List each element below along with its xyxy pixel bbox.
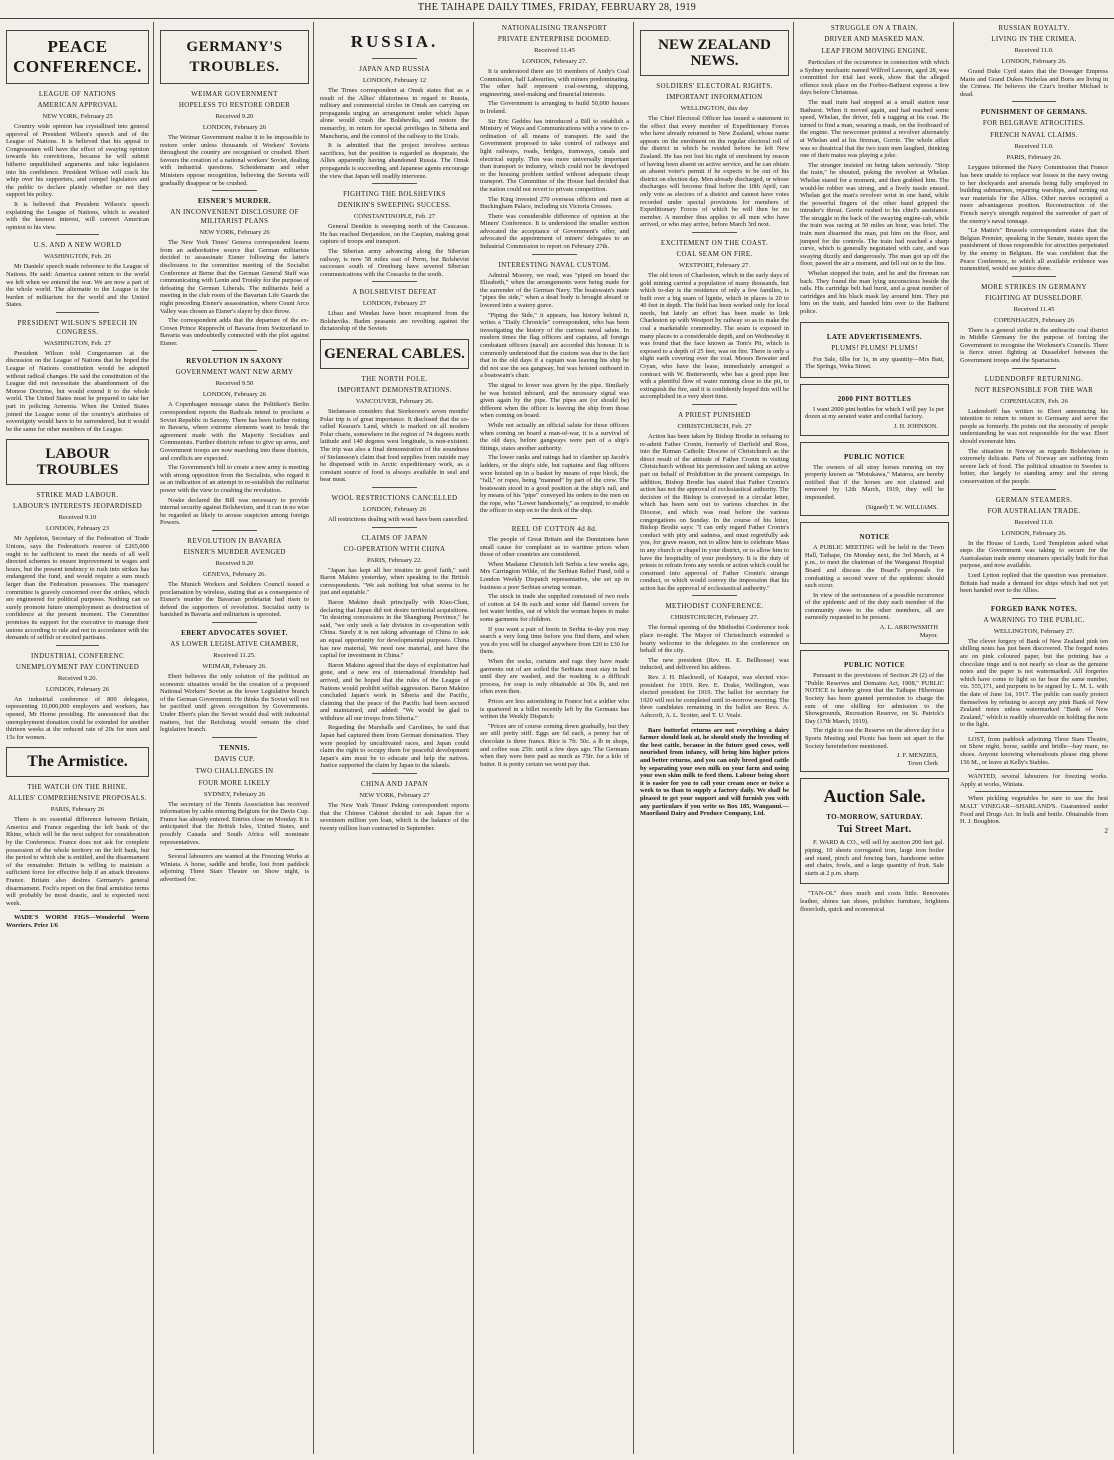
dateline: LONDON, February 23	[45, 525, 110, 533]
paragraph: It is understood there are 16 members of Andy's Coal Commission, half Labourites, with miners predominating. The other half represent coal-owning, shipping, engineering, steel-making and financial interests.	[480, 68, 629, 98]
dateline: CHRISTCHURCH, Feb. 27	[677, 423, 752, 430]
dateline: NEW YORK, February 26	[199, 229, 270, 237]
paragraph: Whelan stopped the train, and he and the fireman ran back. They found the man lying unconscious beside the rails. His cartridge belt had burst, and a great number of cartridges and his black mask lay around him. They put him on the train, and handed him over to the Bathurst police.	[800, 270, 949, 315]
subhead: A WARNING TO THE PUBLIC.	[983, 615, 1085, 624]
subhead: A BOLSHEVIST DEFEAT	[352, 288, 437, 297]
dateline: GENEVA, February 26.	[202, 570, 267, 578]
subhead: Tui Street Mart.	[837, 824, 912, 836]
column-7	[956, 22, 1112, 1454]
paragraph: I want 2000 pint bottles for which I will pay 1s per dozen at my aerated water and cordial factory.	[805, 405, 944, 421]
subhead: EISNER'S MURDER AVENGED	[183, 547, 286, 556]
paragraph: Grand Duke Cyril states that the Dowager Empress Marie and Grand Dukes Nicholas and Boris are living in the Crimea. He believes the Czar's brother Michael is dead.	[960, 68, 1108, 98]
paragraph: Admiral Moorey, we read, was "piped on board the Elizabeth," when the arrangements were being made for the surrender of the German Navy. The boatswain's mate "pipes the side," when a dead body is brought aboard or lowered into a watery grave.	[480, 271, 629, 310]
paragraph: Baron Makino agreed that the days of exploitation had gone, and a new era of international friendship had arrived, and he hoped that the rules of the League of Nations would prohibit selfish aggression. Baron Makino concluded Japan's work in Siberia and the Pacific, claiming that the peace of the Pacific had been secured and maintained, and added: "We would be glad to withdraw all our troops from Siberia."	[320, 661, 469, 722]
paragraph: There was considerable difference of opinion at the Miners' Conference. It is understood the smaller section advocated the acceptance of Government's offer, and advocated the appointment of miners' delegates to an Industrial Commission to report on February 27th.	[480, 212, 629, 251]
headline-russia: RUSSIA.	[350, 32, 439, 51]
dateline: NEW YORK, February 25	[42, 113, 113, 120]
advertisement: Several labourers are wanted at the Freezing Works at Winiata. A horse, saddle and bridle, lost from paddock adjoining Three Stars Theatre on Show night, is advertised for.	[160, 853, 309, 884]
paragraph: F. WARD & CO., will sell by auction 200 feet gal. piping, 10 sheets corrugated iron, large iron boiler and stand, pinch and fencing bars, handsome settee and chairs, fowls, and a large quantity of fruit. Sale starts at 2 p.m. sharp.	[805, 839, 944, 877]
column-4	[476, 22, 634, 1454]
dateline: WELLINGTON, this day	[680, 105, 749, 112]
dateline: LONDON, February 26	[202, 391, 267, 399]
subhead: THE WATCH ON THE RHINE.	[27, 783, 128, 792]
paragraph: Noske declared the Bill was necessary to provide internal security against Bolshevism, and it can in no wise be regarded as likely to arouse suspicion among foreign Powers.	[160, 496, 309, 527]
dateline: WASHINGTON, Feb. 26	[44, 253, 111, 261]
paragraph: The correspondent adds that the departure of the ex-Crown Prince Rupprecht of Bavaria from Switzerland to Bavaria was undoubtedly connected with the plot against Eisner.	[160, 317, 309, 347]
subhead: 2000 PINT BOTTLES	[837, 394, 912, 403]
subhead: PUNISHMENT OF GERMANS.	[980, 108, 1088, 117]
paragraph: "Piping the Side," it appears, has history behind it, writes a "Daily Chronicle" correspondent, who has been investigating the history of the curious naval salute. In modern times the flag officers and captains, all foreign combatant officers (naval) are accorded this honour. It is commonly understood that the custom was due to the fact that in the old days if a captain was leaving his ship he did not use the sea gangway, but was hoisted outboard in a boatswain's chair.	[480, 311, 629, 380]
advertisement: WADE'S WORM FIGS—Wonderful Worm Worriers. Price 1/6	[6, 914, 149, 929]
subhead: HOPELESS TO RESTORE ORDER	[178, 101, 291, 109]
dateline: NEW YORK, February 27	[359, 792, 430, 800]
paragraph: The owners of all stray horses running on my property known as "Motukawa," Mataroa, are hereby notified that if the horses are not claimed and removed by 12th March, 1919, they will be impounded.	[805, 463, 944, 501]
subhead: AN INCONVENIENT DISCLOSURE OF MILITARIST PLANS	[170, 208, 299, 226]
subhead: LUDENDORFF RETURNING.	[984, 374, 1084, 383]
paragraph: The new president (Rev. H. E. Bellhouse) was inducted, and delivered his address.	[640, 656, 789, 672]
subhead: FOR BELGRAVE ATROCITIES.	[982, 119, 1086, 128]
dateline: CONSTANTINOPLE, Feb. 27	[353, 213, 436, 221]
dateline: VANCOUVER, February 26.	[355, 398, 434, 406]
paragraph: The stranger insisted on being taken seriously. "Stop the train," he shouted, poking the revolver at Whelan. Whelan stared for a moment, and then grabbed him. The would-be robber was strong, and a lively tussle ensued. Whelan got the man's revolver wrist in one hand, while the powerful fingers of the other hand gripped the intruder's throat. Gorrie rushed to his chief's assistance. The struggle in the back of the swaying engine-cab, while the train was racing at 50 miles an hour, was brief. The train men disarmed the man, put him on the floor, and jumped for the controls. The train had reached a sharp curve, which is generally negotiated with care, and was swaying dizzily and dangerously. The man got up off the floor, pawed the air a moment, and fell out on to the line.	[800, 161, 949, 268]
subhead: FORGED BANK NOTES.	[990, 604, 1078, 613]
paragraph: Mr Appleton, Secretary of the Federation of Trade Unions, says the Federation's reserve of £265,000 ought to be sufficient to meet the needs of all well directed schemes to ensure improvement in wages and hours, but the present tendency to rush into strikes has endangered the fund, and would require a sum much larger than the Federation possesses. The managers' committee is gravely concerned over the strikes, which are engineered for political purposes. Nothing can so surely promote future unemployment as destruction of confidence at the present moment. The Committee promises its support for the executive to manage their unions according to rule and not in accordance with the demands of selfish or excited partisans.	[6, 535, 149, 642]
subhead: PRESIDENT WILSON'S SPEECH IN CONGRESS.	[17, 318, 138, 336]
dateline: WESTPORT, February 27.	[679, 261, 750, 269]
subhead: REVOLUTION IN BAVARIA	[187, 536, 282, 545]
ad-public-notice-horses	[800, 442, 949, 517]
subhead: EISNER'S MURDER.	[197, 197, 272, 206]
column-3	[316, 22, 474, 1454]
masthead: THE TAIHAPE DAILY TIMES, FRIDAY, FEBRUARY 28, 1919	[0, 0, 1114, 19]
subhead: EXCITEMENT ON THE COAST.	[660, 238, 769, 247]
subhead: CHINA AND JAPAN	[360, 780, 429, 789]
subhead: FOUR MORE LIKELY	[198, 778, 271, 787]
subhead: PRIVATE ENTERPRISE DOOMED.	[497, 35, 612, 43]
subhead: PUBLIC NOTICE	[843, 661, 905, 670]
subhead: GERMAN STEAMERS.	[995, 495, 1073, 504]
paragraph: It is admitted that the project involves serious sacrifices, but the position is regarded as desperate, the Allies apparently having abandoned Russia. The Omsk propaganda is succeeding, and Japanese agents encourage the view that Japan will readily intervene.	[320, 142, 469, 180]
subhead: CLAIMS OF JAPAN	[361, 533, 428, 542]
subhead: U.S. AND A NEW WORLD	[33, 241, 122, 250]
paragraph: While not actually an official salute for those officers when coming on board a man-of-war, it is a survival of the old days, before gangways were part of a ship's fittings, states another authority.	[480, 421, 629, 452]
subhead: TWO CHALLENGES IN	[195, 766, 274, 775]
paragraph: The New York Times' Geneva correspondent learns from an authoritative source that German militarists decided to assassinate Eisner following the latter's disclosures to the committee meeting of the Socialist Conference at Berne that the German General Staff was communicating with Lenin and Trotsky for the purpose of defeating the German Liberals. The militarists held a meeting in the club room of the Bavarian Life Guards the night preceding Eisner's assassination, where Count Arco Valley was chosen as Eisner's slayer by dice throw.	[160, 239, 309, 315]
received-line: Received 11.0.	[1014, 47, 1054, 54]
paragraph: It is believed that President Wilson's speech explaining the League of Nations, which is awaited with the keenest interest, will convert American opinion to his view.	[6, 200, 149, 231]
paragraph: The old town of Charleston, which in the early days of gold mining carried a population of many thousands, but which to-day is the residence of only a few families, is built over a big seam of lignite, which in places is 20 to 40 feet in depth. The field has been worked only for local needs, but lately an effort has been made to link Charleston up with Westport by railway so as to make the coal a marketable commodity. The seam is exposed in many places to a considerable depth, and on Wednesday it was found that the face known as Tom's Pit, which is exposed to a depth of 25 feet, was on fire. There is only a slight earth covering over the coal. Messrs Bowater and Cryan, who have the lease, immediately arranged a contract with W. Butterworth, who has a good pipe line with a plentiful flow of water running close to the pit, to extinguish the fire, and it is confidently hoped this will be accomplished in a very short time.	[640, 271, 789, 401]
paragraph: An industrial conference of 800 delegates, representing 10,000,000 employers and workers, has opened, Mr Horne presiding. He announced that the unemployment donation could be extended for another thirteen weeks at the reduced rate of 20s for men and 15s for women.	[6, 695, 149, 741]
paragraph: The right to use the Reserve on the above day for a Sports Meeting and Picnic has been set apart to the Society hereinbefore mentioned.	[805, 727, 944, 750]
paragraph: The Government is arranging to build 50,000 houses in Ireland.	[480, 100, 629, 115]
paragraph: All restrictions dealing with wool have been cancelled.	[328, 516, 469, 523]
received-line: Received 9.20	[215, 113, 254, 120]
subhead: AMERICAN APPROVAL	[37, 101, 118, 109]
subhead: PLUMS! PLUMS! PLUMS!	[831, 343, 918, 352]
paragraph: Mr Daniels' speech made reference to the League of Nations. He said: America cannot return to the world we left when we entered the war. We are now a part of the whole world. The alternatie to the League is the burden of militarism for the world and the United States.	[6, 263, 149, 309]
subhead: INTERESTING NAVAL CUSTOM.	[498, 260, 611, 269]
paragraph: Country wide opinion has crystallised into general approval of President Wilson's speech and of the League of Nations. It is believed that his appeal to Congressmen will have the effect of swaying opinion towards his convictions, because he will submit hitherto unpublished arguments and take legislators into his confidence. President Wilson will crack his whip over his supporters, and compel legislators and the public to declare plainly whether or not they support his policy.	[6, 123, 149, 199]
paragraph: For Sale, 6lbs for 1s, in any quantity—Mrs Batt, The Springs, Weka Street.	[805, 355, 944, 371]
paragraph: When Madame Christich left Serbia a few weeks ago, Mrs Carrington Wilde, of the Serbian Relief Fund, told a London Weekly Dispatch representative, she set up in business a poor Serbian sewing woman.	[480, 560, 629, 591]
paragraph: A Copenhagen message states the Politiken's Berlin correspondent reports the Radicals intend to proclaim a Soviet Republic in Saxony. There has been further rioting in Bavaria, where extreme elements want to break the agreement made with the Majority Socialists and Communists. Further districts refuse to give up arms, and Government troops are now marching into these districts, and conflicts are expected.	[160, 401, 309, 462]
dateline: WASHINGTON, Feb. 27	[44, 339, 111, 347]
dateline: LONDON, February 26.	[1001, 529, 1067, 537]
paragraph: In the House of Lords, Lord Templeton asked what steps the Government was taking to secure for the Australasian trade enemy steamers specially built for that purpose, and now available.	[960, 539, 1108, 570]
subhead: IMPORTANT DEMONSTRATIONS.	[337, 386, 452, 395]
paragraph: Pursuant to the provisions of Section 29 (2) of the "Public Reserves and Domains Act, 1908," PUBLIC NOTICE is hereby given that the Taihape Hibernian Society has been granted permission to charge the sum of one shilling for admission to the Showgrounds, Recreation Reserve, on St. Patrick's Day (17th March, 1919).	[805, 672, 944, 725]
signature: J. F. MENZIES,	[896, 752, 938, 760]
subhead: NOTICE	[859, 533, 890, 542]
dateline: LONDON, February 12	[362, 77, 427, 84]
dateline: LONDON, February 26	[45, 685, 110, 693]
subhead: CO-OPERATION WITH CHINA	[343, 544, 446, 553]
headline-auction-sale: Auction Sale.	[823, 786, 926, 807]
dateline: PARIS, February 26.	[1006, 154, 1062, 162]
subhead: LATE ADVERTISEMENTS.	[826, 332, 923, 341]
paragraph: Action has been taken by Bishop Brodie in refusing to re-admit Father Cronin, formerly of Darfield and Ross, into the Roman Catholic Diocese of Christchurch as the direct result of the attitude of Father Cronin in visiting Christchurch without his permission and taking an active part on behalf of Prohibition in the present campaign. In addition, Bishop Brodie has stated that Father Cronin's action has not the approval of ecclesiastical authority. The decision of the Bishop is conveyed in a circular letter, which has been sent out to various churches in the Diocese, and which was read before the various congregations on Sunday. In the course of his letter, Bishop Brodie says: "I can only regard Father Cronin's conduct with pity and sadness, and must regretfully ask you, for grave reason, not to allow him to celebrate Mass in any church or chapel in your district, or to allow him to have the hospitality of your presbytery. It is the duty of priests to refrain from any words or action which could be construed into approval of Father Cronin's strange conduct, or which would convey the impression that his action has the approval of ecclesiastical authority."	[640, 433, 789, 592]
paragraph: Leygues informed the Navy Commission that France has been unable to replace war losses in the navy owing to her dockyards and arsenals being fully employed in building submarines, repairing warships, and turning out war materials for the Allies. Other navies occupied a more advantageous position. Reconstruction of the French navy's strength required the surrender of part of the enemy's naval tonnage.	[960, 164, 1108, 225]
ad-public-notice-reserve	[800, 650, 949, 772]
dateline: PARIS, February 26	[50, 806, 105, 814]
paragraph: Ludendorff has written to Ebert announcing his intention to return to return to Germany and serve the people as formerly. He points out the necessity of people understanding he was not responsible for the war. Ebert should exonerate him.	[960, 407, 1108, 446]
received-line: Received 11.45	[1013, 305, 1055, 313]
paragraph: In view of the seriousness of a possible recurrence of the epidemic and of the duty each member of the community owes to the other members, all are earnestly requested to be present.	[805, 591, 944, 622]
subhead: INDUSTRIAL CONFERENC	[30, 651, 125, 660]
paragraph: "Le Matin's" Brussels correspondent states that the Belgian Premier, speaking in the Senate, insists upon the punishment of those responsible for atrocities perpetrated by the enemy in Belgium. He was confident that the Peace Conference, to which all available evidence was transmitted, would see justice done.	[960, 227, 1108, 273]
subhead: RUSSIAN ROYALTY.	[998, 24, 1070, 32]
paragraph: The people of Great Britain and the Dominions have small cause for complaint as to wartime prices when those of other countries are considered.	[480, 536, 629, 559]
received-line: Received 11.25.	[213, 651, 256, 659]
advertisement: LOST, from paddock adjoining Three Stars Theatre, on Show night, horse, saddle and bridle—bay mare, no shoes. Anyone knowing whereabouts please ring phone 156 M., or leave at Kelly's Stables.	[960, 735, 1108, 766]
subhead: LIVING IN THE CRIMEA.	[991, 35, 1077, 43]
dateline: LONDON, February 26	[202, 124, 267, 131]
subhead: WOOL RESTRICTIONS CANCELLED	[331, 494, 458, 502]
received-line: Received 9.20	[215, 559, 254, 567]
paragraph: Prices are less astonishing in France but a soldier who is quartered in a billet recently left by the Germans has written the Weekly Dispatch:	[480, 697, 629, 721]
subhead: THE NORTH POLE.	[361, 375, 428, 384]
subhead: LEAGUE OF NATIONS	[38, 90, 117, 98]
paragraph: Rev. J. H. Blackwell, of Kaiapoi, was elected vice-president for 1919. Rev. E. Drake, Wellington, was elected president for 1919. The ballot for secretary for 1920 will not be completed until to-morrow morning. The three candidates remaining in the ballot are Revs. A. Ashcroft, A. L. Scotter, and T. U. Veale.	[640, 674, 789, 719]
dateline: LONDON, February 26	[362, 506, 427, 513]
dateline: CHRISTCHURCH, February 27.	[670, 614, 759, 622]
page-number: 2	[1104, 826, 1108, 835]
headline-new-zealand-news: NEW ZEALAND NEWS.	[658, 37, 771, 69]
paragraph: The Times correspondent at Omsk states that as a result of the Allies' dilatoriness in regard to Russia, military and commercial circles in Omsk are carrying on propaganda urging an arrangement under which Japan alone would crush the Bolsheviks, and restore the monarchy, in return for special privileges in Siberia and Manchuria, and the control of the railway to the Urals.	[320, 87, 469, 140]
subhead: SOLDIERS' ELECTORAL RIGHTS.	[656, 82, 773, 90]
received-line: Received 11.0.	[1014, 143, 1054, 151]
subhead: GOVERNMENT WANT NEW ARMY	[175, 368, 294, 377]
dateline: PARIS, February 22.	[366, 556, 423, 564]
paragraph: The King invested 270 overseas officers and men at Buckingham Palace, including six Victoria Crosses.	[480, 195, 629, 211]
paragraph: Stefansson considers that Storkerson's seven months' Polar trip is of great importance. It disclosed that the so-called Kearan's Land, which is marked on all modern Polar charts, somewhere in the region of 74 degrees north latitude and 140 degrees west longitude, is non-existent. The trip was also a final demonstration of the soundness of Stefansson's claim that food supplies from outside may be dispensed with in Arctic expeditionary work, as a constant source of food is always available in seal and bear meat.	[320, 408, 469, 484]
received-line: Received 9.10	[58, 514, 97, 522]
paragraph: The lower ranks and ratings had to clamber up Jacob's ladders, or the ship's side, but captains and flag officers were hoisted up in a basket by means of rope block, the "fall," or ropes, being "manned" by part of the crew. The boatswain stood in a good position at the ship's rail, and by means of his "pipe" conveyed his orders to the men on the rope, who "Lower handsomely," as required, to enable the officer to step on to the deck of the ship.	[480, 454, 629, 515]
signature: A. L. ARROWSMITH	[879, 624, 938, 632]
paragraph: Lord Lytton replied that the question was premature. Britain had made a demand for ships which had not yet been handed over to the Allies.	[960, 571, 1108, 595]
dateline: LONDON, February 26.	[1001, 58, 1067, 65]
subhead: COAL SEAM ON FIRE.	[676, 249, 753, 258]
dateline: COPENHAGEN, February 26	[993, 316, 1075, 324]
advertisement: "TAN-OL" does much and costs little. Renovates leather, shines tan shoes, polishes furniture, brightens floorcloth, quick and economical	[800, 890, 949, 913]
signature: J. H. JOHNSON.	[893, 422, 938, 430]
paragraph: The formal opening of the Methodist Conference took place to-night. The Mayor of Christchurch extended a hearty welcome to the delegates to the conference on behalf of the city.	[640, 624, 789, 655]
paragraph: The Siberian army advancing along the Siberian railway, is now 58 miles east of Perm, but Bolshevist successes south of Orenburg have severed Siberian communications with the Cossacks in the south.	[320, 247, 469, 278]
subhead: UNEMPLOYMENT PAY CONTINUED	[15, 662, 140, 671]
subhead: DENIKIN'S SWEEPING SUCCESS.	[337, 201, 452, 210]
advertisement: When pickling vegetables be sure to use the best MALT VINEGAR—SHARLAND'S. Guaranteed under Food and Drugs Act. In bulk and bottle. Obtainable from H. J. Boughton.	[960, 795, 1108, 826]
paragraph: There is a general strike in the anthracite coal district in Middle Germany for the purpose of forcing the Government to recognise the Workmen's Councils. There is fierce street fighting at Dusseldorf between the Government troops and the Spartacists.	[960, 326, 1108, 365]
paragraph: Ebert believes the only solution of the political an economic situation would be the creation of a proposed National Workers' Soviet as the lower Legislative branch of the German Government. He thinks the Soviet will not be pacified until given recognition by Governments. Under Ebert's plan the Soviet would deal with industrial matters, but the Reichstag would remain the chief legislative branch.	[160, 672, 309, 734]
subhead: AS LOWER LEGISLATIVE CHAMBER,	[170, 639, 299, 648]
paragraph: The Weimar Government realise it to be impossible to restore order unless thousands of Workers' Soviets throughout the country are recognised or crushed. Ebert favours the creation of a national workers' Soviet, dealing with industrial questions. Scheidemann and other Ministers oppose recognition, believing the Soviets will gradually disappear or be crushed.	[160, 134, 309, 187]
headline-germany: GERMANY'S TROUBLES.	[186, 39, 283, 75]
subhead: STRUGGLE ON A TRAIN.	[830, 24, 919, 32]
received-line: Received 9.50	[215, 380, 254, 388]
headline-peace-conference: PEACE CONFERENCE.	[13, 37, 142, 76]
paragraph: The situation in Norway as regards Bolshevism is extremely delicate. Parts of Norway are suffering from severe lack of food. The political situation in Sweden is better, due largely to standing army and the strong conservatism of the people.	[960, 447, 1108, 485]
subhead: JAPAN AND RUSSIA	[359, 65, 430, 73]
paragraph: Baron Makino dealt principally with Kiau-Chau, declaring that Japan did not desire territorial acquisitions. "In desiring concessions in the Shangtung Province," he said, "we only seek a fair division in co-operation with China. Surely it is not taking advantage of China to ask an equal opportunity for developmental purposes. China has raw material, We need raw material, and have the capital for investment in China."	[320, 598, 469, 660]
subhead: DAVIS CUP.	[214, 754, 255, 763]
paragraph: The New York Times' Peking correspondent reports that the Chinese Cabinet decided to ask Japan for a seventeen million yen loan, which is the balance of the twenty million loan contracted in September.	[320, 802, 469, 832]
paragraph: A PUBLIC MEETING will be held in the Town Hall, Taihape, On Monday next, the 3rd March, at 4 p.m., to meet the chairman of the Wanganui Hospital Board and discuss the Board's proposals for combatting a second wave of the epidemic should such occur.	[805, 544, 944, 590]
advertisement: Bare butterfat returns are not everything a dairy farmer should look at, he should study the breeding of the best cattle, because in the future good cows, well nourished from infancy, will bring him higher prices and better returns, and you can only breed good cattle by separating your own milk on your farm and using your own skim milk to feed them. Labour being short it is easier for you to call your cream once or twice a week to us than to supply a factory daily. We shall be pleased to get your support and will furnish you with any particulars if you write us Box 185, Wanganui.—Maoriland Dairy and Produce Company, Ltd.	[640, 726, 789, 818]
dateline: SYDNEY, February 26	[203, 790, 266, 798]
paragraph: The Munich Workers and Soldiers Council issued a proclamation by wireless, stating that as a consequence of Eisner's murder the Bavarian proletariat had risen to defend the supporters of revolution. Socialist unity is banished in Bavaria and militarism is uprooted.	[160, 580, 309, 619]
signature-title: Mayor.	[919, 631, 938, 639]
subhead: FIGHTING AT DUSSELDORF.	[985, 293, 1083, 302]
subhead: FRENCH NAVAL CLAIMS.	[990, 131, 1078, 140]
dateline: WELLINGTON, February 27.	[993, 627, 1075, 635]
paragraph: The clever forgery of Bank of New Zealand pink ten shilling notes has just been discovered. The forged notes are on pink coloured paper, but the printing has a chocolate tinge and is not nearly so clear as the genuine notes and the paper is not watermarked. All forgeries which have come to light so far bear the same number, viz. 555,171, and purports to be signed by L. M. L. with the date of June 1st, 1917. The public can easily protect themselves by refusing to accept any pink Bank of New Zealand notes unless watermarked "Bank of New Zealand," which is readily observable on holding the note to the light.	[960, 637, 1108, 729]
advertisement: WANTED, several labourers for freezing works. Apply at works, Winiata.	[960, 773, 1108, 788]
ad-pint-bottles	[800, 384, 949, 436]
paragraph: The signal to lower was given by the pipe. Similarly he was hoisted inboard, and the necessary signal was given again by the pipe. The pipes are (or should be) different when the officer is leaving the ship from those when coming on board.	[480, 381, 629, 420]
subhead: LEAP FROM MOVING ENGINE.	[821, 47, 928, 55]
subhead: STRIKE MAD LABOUR.	[36, 491, 119, 500]
headline-labour-troubles: LABOUR TROUBLES	[36, 446, 119, 479]
subhead: ALLIES' COMPREHENSIVE PROPOSALS.	[8, 794, 147, 803]
subhead: NATIONALISING TRANSPORT	[501, 24, 608, 32]
ad-late-advertisements	[800, 322, 949, 378]
column-5	[636, 22, 794, 1454]
headline-armistice: The Armistice.	[27, 753, 128, 771]
paragraph: Sir Eric Geddes has introduced a Bill to establish a Ministry of Ways and Communications with a view to co-ordination of all means of transport. He said the Government proposed to take control of railways and light railways, roads, bridges, tramways, canals and electrical supply. This was more universally important than transport to industry, which could not be developed or the housing problem settled without adequate cheap transport. The Committee of the House had decided that the nation could not revert to private competition.	[480, 117, 629, 193]
subhead: WEIMAR GOVERNMENT	[191, 90, 278, 98]
paragraph: When the socks, curtains and rags they have made garments out of are soiled the Serbians must stay in bed until they are washed, and the washing is a difficult process, for soap is only obtainable at 30s lb, and not often even then.	[480, 657, 629, 696]
paragraph: "Japan has kept all her treaties in good faith," said Baron Makino yesterday, when speaking to the British correspondents. "We ask nothing but what seems to be just and equitable."	[320, 566, 469, 597]
subhead: IMPORTANT INFORMATION	[666, 93, 763, 101]
signature: (Signed) T. W. WILLIAMS.	[865, 503, 938, 511]
signature-title: Town Clerk	[907, 759, 938, 767]
paragraph: If you want a pair of boots in Serbia to-day you may search a very long time before you find them, and when you do you will be charged anywhere from £20 to £30 for them.	[480, 625, 629, 656]
subhead: NOT RESPONSIBLE FOR THE WAR	[974, 385, 1094, 394]
subhead: PUBLIC NOTICE	[843, 452, 905, 461]
ad-notice-meeting	[800, 522, 949, 644]
subhead: EBERT ADVOCATES SOVIET.	[181, 628, 288, 637]
dateline: WEIMAR, February 26.	[202, 662, 267, 670]
dateline: COPENHAGEN, Feb. 26	[1000, 397, 1068, 405]
paragraph: The secretary of the Tennis Association has received information by cable entering Belgium for the Davis Cup. France has already entered. Entries close on Monday. It is anticipated that the British Isles, United States, and possibly Canada and South Africa will nominate representatives.	[160, 800, 309, 846]
paragraph: General Denikin is sweeping north of the Caucasus. He has reached Derjanskoe, on the Caspian, making great capture of troops and transport.	[320, 223, 469, 246]
subhead: TO-MORROW, SATURDAY.	[826, 813, 923, 822]
subhead: MORE STRIKES IN GERMANY	[981, 282, 1087, 291]
subhead: FOR AUSTRALIAN TRADE.	[987, 506, 1081, 515]
paragraph: The Chief Electoral Officer has issued a statement to the effect that every member of Expeditionary Forces who have already returned to New Zealand, whose name appears on the enrolment on the regular electoral roll of the district in which he resided before he left New Zealand. He has not lost his right of enrolment by reason of having been absent on active service, and he can obtain an absent voter's permit if he expects to be out of his district on election day. Men already discharged, or whose discharges will become final before the 10th April, can only vote as electors of a district and cannot have votes recorded under special provisions for members of Expeditionary Forces of which he will then be no member. A member thus applies to all men who have arrived, or who may arrive, before March 3rd next.	[640, 115, 789, 229]
paragraph: The Government's bill to create a new army is meeting with strong opposition from the Socialists, who regard it as an indication of an attempt to re-establish the militarist power with the view to crushing the revolution.	[160, 464, 309, 494]
column-1	[2, 22, 154, 1454]
dateline: LONDON, February 27.	[522, 58, 587, 65]
ad-auction-sale	[800, 778, 949, 884]
paragraph: President Wilson told Congressmen at the discussion on the League of Nations that he hoped the League of Nations constitution would be adopted without radical changes. He said the constitution of the League did not necessitate the abandonment of the Monroe Doctrine, but would extend it to the whole world. The United States must be prepared to take her part in policing Armenia. When the United States joined the League some of the country's attributes of sovereignty would have to be surrendered, but it would be the same for other members of the League.	[6, 349, 149, 433]
paragraph: "Prices are of course coming down gradually, but they are still pretty stiff. Eggs are 6d each, a penny bar of chocolate is three francs. Rice is 7fr. 50c. a lb in shops, and coffee was 25fr. until a few days ago. The Germans when they were here paid as much as 75fr. for a kilo of butter. It is pretty certain we wont pay that.	[480, 722, 629, 768]
subhead: A PRIEST PUNISHED	[678, 411, 751, 419]
subhead: LABOUR'S INTERESTS JEOPARDISED	[12, 502, 143, 511]
paragraph: Regarding the Marshalls and Carolines, he said that Japan had captured them from German domination. They were peopled by uncultivated races, and Japan could claim the right to occupy them for peaceful development Japan's aim must be to educate and help the natives. Justice supported the claim by Japan to the islands.	[320, 724, 469, 770]
paragraph: Libau and Windau have been recaptured from the Bolsheviks. Baden peasants are revolting against the dictatorship of the Soviets	[320, 310, 469, 333]
paragraph: The stock in trade she supplied consisted of two reels of cotton at £4 8s each and some old flannel covers for hot water bottles, out of which the woman hopes to make some garments for children.	[480, 593, 629, 623]
subhead: DRIVER AND MASKED MAN.	[824, 35, 925, 43]
paragraph: Particulars of the occurrence in connection with which a Sydney mechanic named Wilfred Lawson, aged 28, was committed for trial last week, show that the alleged offence took place on the Forbes-Bathurst express a few days before Christmas.	[800, 59, 949, 97]
column-2	[156, 22, 314, 1454]
received-line: Received 11.45	[534, 47, 575, 54]
received-line: Received 9.20.	[57, 674, 98, 682]
subhead: FIGHTING THE BOLSHEVIKS	[343, 190, 446, 199]
subhead: REEL OF COTTON 4d 8d.	[511, 525, 598, 534]
subhead: REVOLUTION IN SAXONY	[186, 357, 283, 366]
subhead: TENNIS.	[219, 743, 250, 752]
dateline: LONDON, February 27	[362, 300, 427, 308]
paragraph: There is no essential difference between Britain, America and France regarding the left bank of the Rhine, which will be the next subject for consideration by the Conference. France does not ask for complete possession of the whole territory on the left bank, but the period to which she is entitled, and the disarmament of the remainder. Britain is willing to maintain a sufficient force for effective help if an attack threatens France. Britain also desires Germany's general disarmament. Foch's report on the final armistice terms will probably be most drastic, and is expected next week.	[6, 816, 149, 907]
headline-general-cables: GENERAL CABLES.	[324, 346, 465, 363]
subhead: METHODIST CONFERENCE.	[665, 602, 764, 611]
received-line: Received 11.0.	[1014, 518, 1054, 526]
column-6	[796, 22, 954, 1454]
paragraph: The mail train had stopped at a small station near Bathurst. When it moved again, and had reached some speed, Whelan, the driver, felt a tugging at his coat. He turned to find a man, wearing a mask, on the footboard of the engine. The newcomer pointed a revolver alternately at Whelan and at his fireman, Gorrie. The whole affair was so theatrical that the two train men laughed, thinking one of their mates was playing a joke.	[800, 98, 949, 160]
